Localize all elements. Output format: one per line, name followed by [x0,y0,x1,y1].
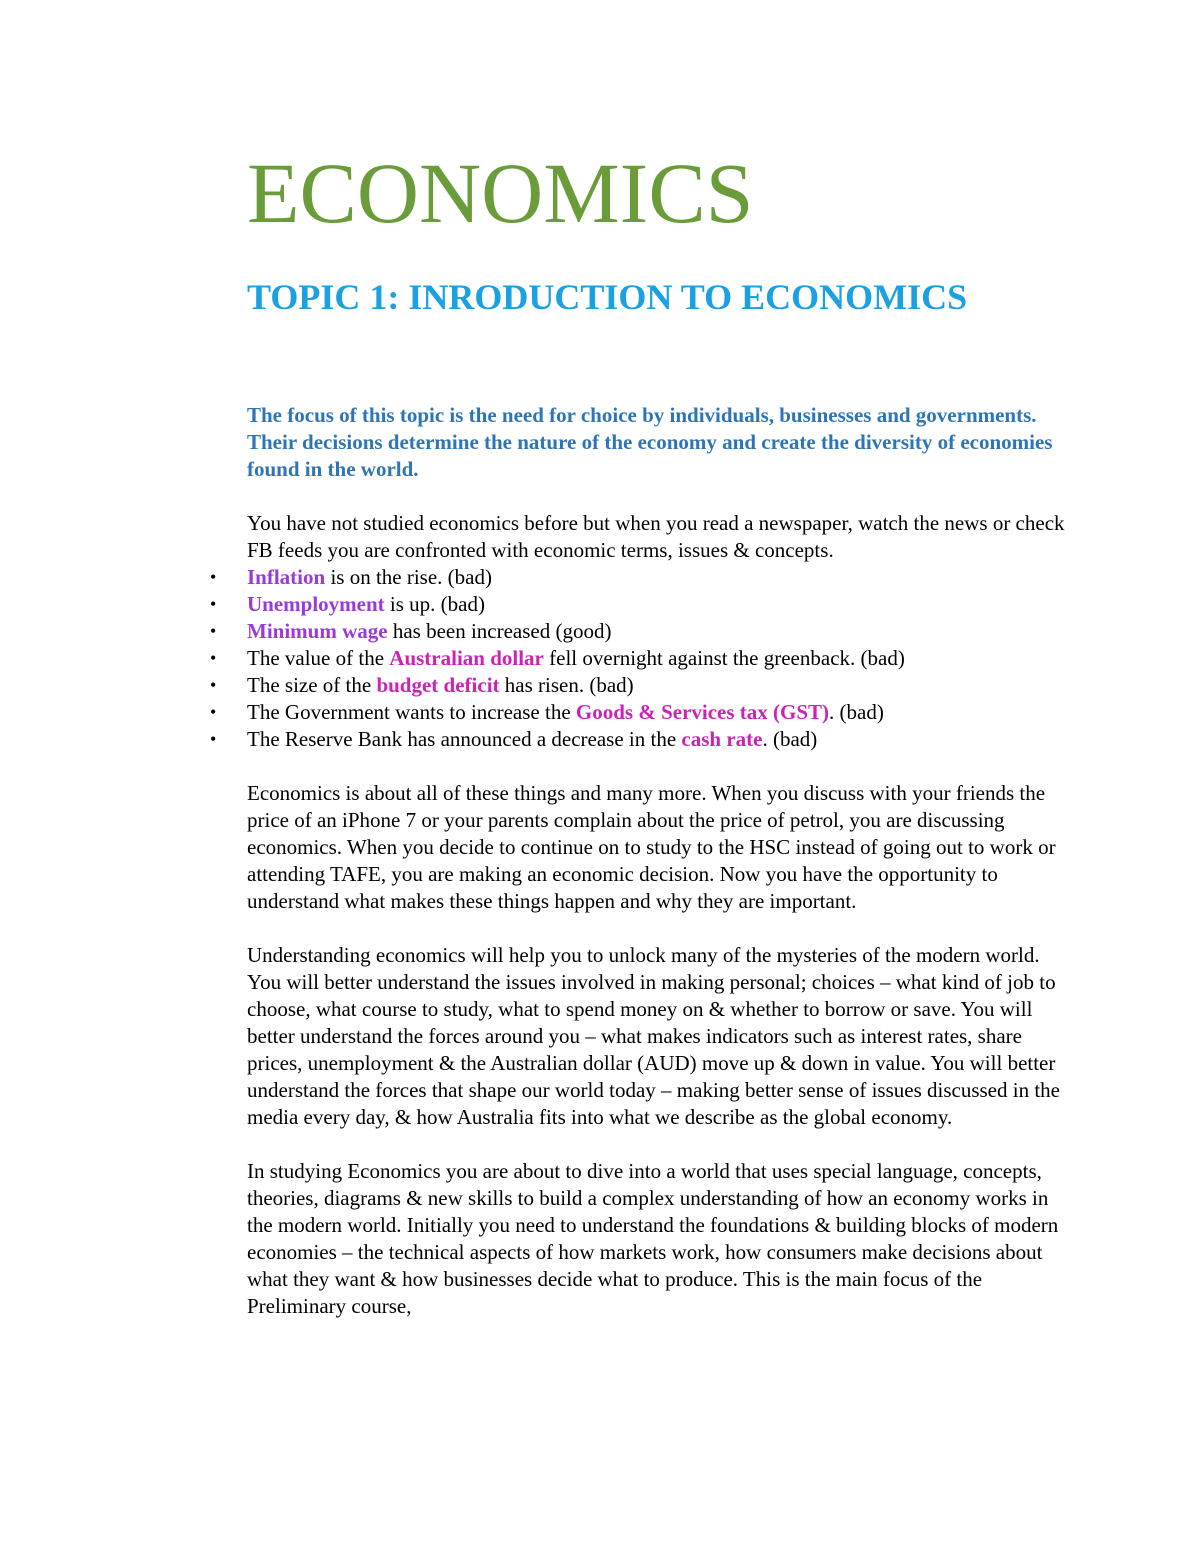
paragraph-4: In studying Economics you are about to dive into a world that uses special language, concepts, theories, diagrams & new skills to build a complex understanding of how an economy works in the modern world. Initially you need to understand the foundations & building blocks of modern economies – the technical aspects of how markets work, how consumers make decisions about what they want & how businesses decide what to produce. This is the main focus of the Preliminary course, [247,1158,1059,1318]
key-term: budget deficit [376,672,500,697]
list-item-text: The value of the [247,645,390,670]
list-item [210,645,1077,672]
bullet-icon: • [210,566,217,587]
economic-terms-list [210,564,1077,753]
paragraph-3: Understanding economics will help you to unlock many of the mysteries of the modern world. You will better understand the issues involved in making personal; choices – what kind of job to choose, what course to study, what to spend money on & whether to borrow or save. You will better understand the forces around you – what makes indicators such as interest rates, share prices, unemployment & the Australian dollar (AUD) move up & down in value. You will better understand the forces that shape our world today – making better sense of issues discussed in the media every day, & how Australia fits into what we describe as the global economy. [247,942,1060,1129]
bullet-icon: • [210,620,217,641]
paragraph-2: Economics is about all of these things and many more. When you discuss with your friends the price of an iPhone 7 or your parents complain about the price of petrol, you are discussing economics. When you decide to continue on to study to the HSC instead of going out to work or attending TAFE, you are making an economic decision. Now you have the opportunity to understand what makes these things happen and why they are important. [247,780,1056,913]
key-term: Minimum wage [247,618,388,643]
key-term: Unemployment [247,591,385,616]
list-item-text: has been increased (good) [387,618,612,643]
topic-heading: TOPIC 1: INRODUCTION TO ECONOMICS [247,277,968,317]
list-item-text: is on the rise. (bad) [325,564,492,589]
list-item-text: . (bad) [762,726,818,751]
bullet-icon: • [210,593,217,614]
list-item [210,564,1077,591]
bullet-icon: • [210,674,217,695]
key-term: Goods & Services tax (GST) [575,699,830,724]
list-item [210,591,1077,618]
paragraph-1-text: You have not studied economics before but when you read a newspaper, watch the news or check FB feeds you are confronted with economic terms, issues & concepts. [247,510,1065,562]
bullet-icon: • [210,701,217,722]
paragraph-1 [210,510,1077,753]
intro-paragraph: The focus of this topic is the need for choice by individuals, businesses and governments. Their decisions determine the nature of the economy and create the diversity of economies found in the world. [247,402,1053,481]
list-item-text: The Reserve Bank has announced a decrease in the [247,726,682,751]
bullet-icon: • [210,647,217,668]
key-term: cash rate [681,726,763,751]
list-item [210,618,1077,645]
list-item-text: is up. (bad) [384,591,485,616]
bullet-icon: • [210,728,217,749]
document-title: ECONOMICS [247,145,754,241]
list-item [210,699,1077,726]
key-term: Inflation [247,564,326,589]
document-body [210,145,1077,1320]
list-item [210,726,1077,753]
list-item-text: has risen. (bad) [499,672,634,697]
list-item-text: The Government wants to increase the [247,699,576,724]
list-item [210,672,1077,699]
list-item-text: . (bad) [829,699,884,724]
list-item-text: fell overnight against the greenback. (bad) [543,645,905,670]
list-item-text: The size of the [247,672,377,697]
key-term: Australian dollar [389,645,544,670]
